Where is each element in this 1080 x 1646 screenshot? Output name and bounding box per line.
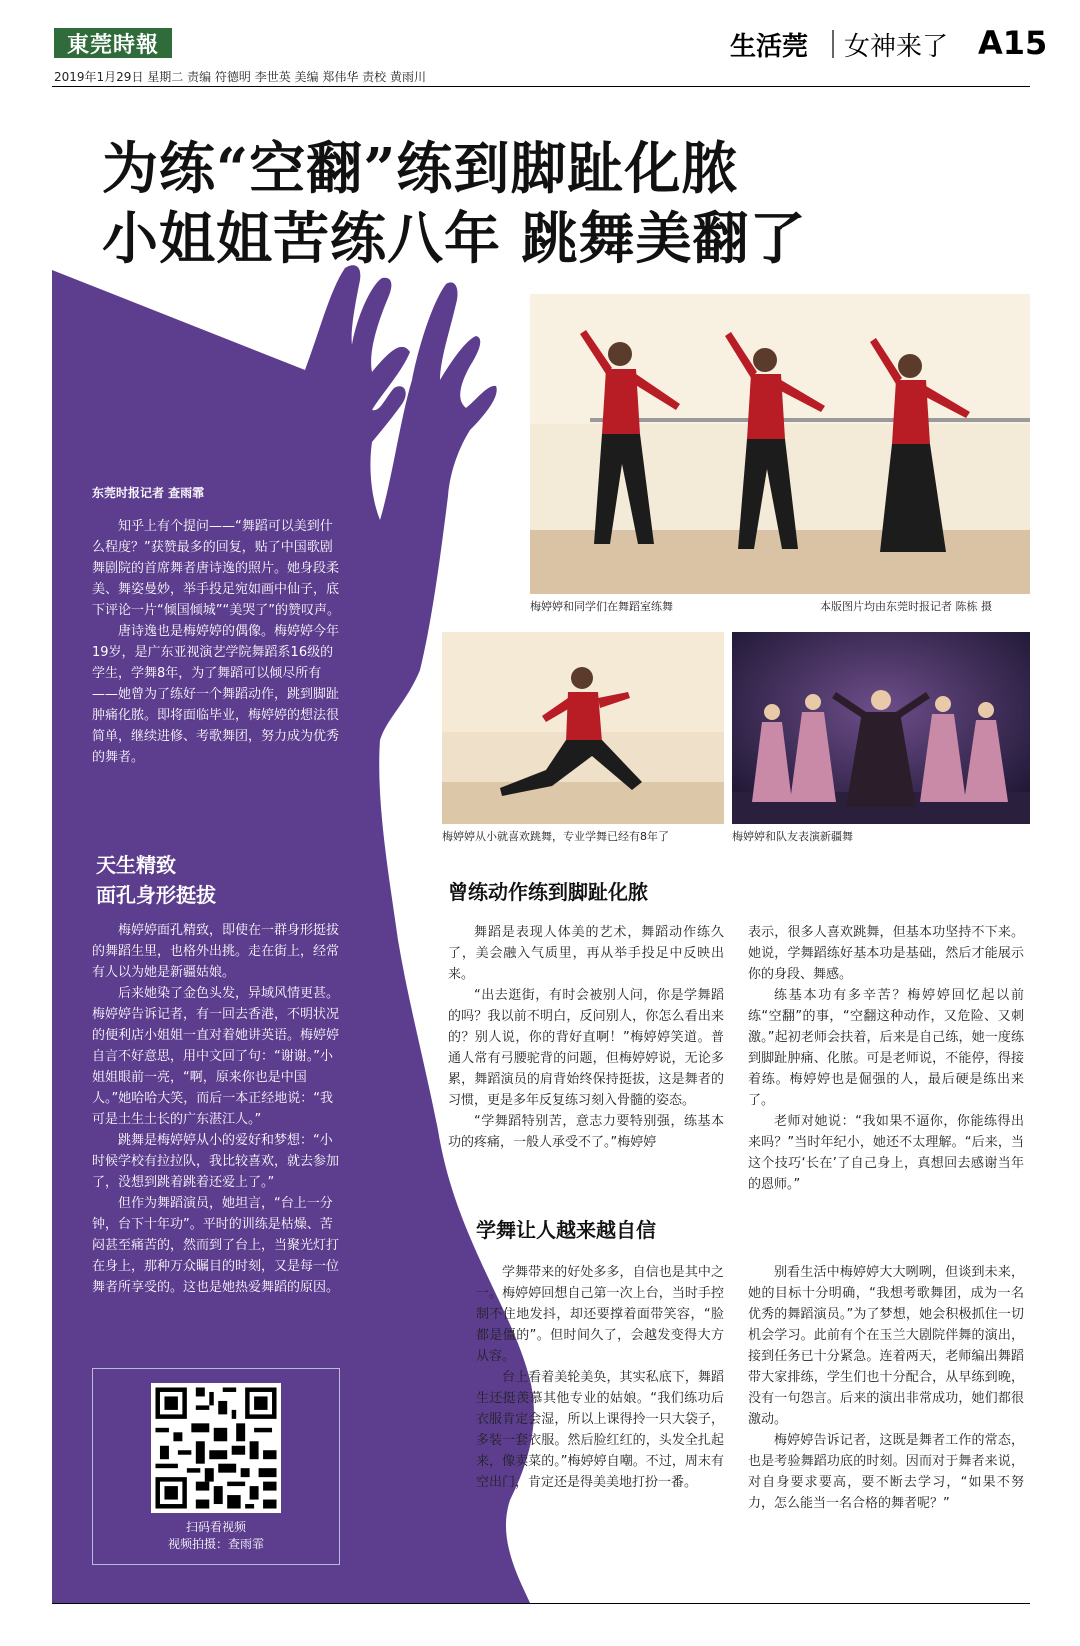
qr-caption-line-2: 视频拍摄：查雨霏 [167,1537,264,1551]
photo-dance-practice [530,294,1030,594]
photo-xinjiang-dance [732,632,1030,824]
section2-heading: 学舞让人越来越自信 [476,1218,656,1242]
solo-photo-caption: 梅婷婷从小就喜欢跳舞，专业学舞已经有8年了 [442,830,669,843]
dateline: 2019年1月29日 星期二 责编 符德明 李世英 美编 郑伟华 责校 黄雨川 [54,70,426,84]
intro-text [92,516,342,768]
page-number: A15 [978,24,1048,62]
intro-paragraph: 知乎上有个提问——“舞蹈可以美到什么程度？”获赞最多的回复，贴了中国歌剧舞剧院的首席舞者唐诗逸的照片。她身段柔美、舞姿曼妙，举手投足宛如画中仙子，底下评论一片“倾国倾城”“美哭了”的赞叹声。 [92,519,340,618]
xinjiang-dance-image [732,632,1030,824]
body-paragraph: 台上看着美轮美奂，其实私底下，舞蹈生还挺羡慕其他专业的姑娘。“我们练功后衣服肯定会湿，所以上课得拎一只大袋子，多装一套衣服。然后脸红红的，头发全扎起来，像卖菜的。”梅婷婷自嘲。不过，周末有空出门，肯定还是得美美地打扮一番。 [476,1370,724,1490]
qr-box [92,1368,340,1565]
body-paragraph: 梅婷婷告诉记者，这既是舞者工作的常态，也是考验舞蹈功底的时刻。因而对于舞者来说，对自身要求要高，要不断去学习，“如果不努力，怎么能当一名合格的舞者呢？” [748,1433,1024,1511]
body-paragraph: 舞蹈是表现人体美的艺术，舞蹈动作练久了，美会融入气质里，再从举手投足中反映出来。 [448,925,724,982]
bottom-rule [52,1603,1030,1604]
body-paragraph: “出去逛街，有时会被别人问，你是学舞蹈的吗？我以前不明白，反问别人，你怎么看出来的？别人说，你的背好直啊！”梅婷婷笑道。普通人常有弓腰驼背的问题，但梅婷婷说，无论多累，舞蹈演员的肩背始终保持挺拔，这是舞者的习惯，更是多年反复练习刻入骨髓的姿态。 [448,988,724,1108]
section1-column-2 [748,922,1024,1195]
newspaper-logo: 東莞時報 [54,28,172,58]
photo-credit: 本版图片均由东莞时报记者 陈栋 摄 [820,600,992,613]
headline-line-2: 小姐姐苦练八年 跳舞美翻了 [102,206,807,272]
qr-code-icon[interactable] [151,1383,281,1513]
top-rule [52,86,1030,87]
body-paragraph: 练基本功有多辛苦？梅婷婷回忆起以前练“空翻”的事，“空翻这种动作，又危险、又刺激。”起初老师会扶着，后来是自己练，她一度练到脚趾肿痛、化脓。可是老师说，不能停，得接着练。梅婷婷也是倔强的人，最后硬是练出来了。 [748,988,1024,1108]
body-paragraph: 跳舞是梅婷婷从小的爱好和梦想：“小时候学校有拉拉队，我比较喜欢，就去参加了，没想到跳着跳着还爱上了。” [92,1133,340,1190]
body-paragraph: 老师对她说：“我如果不逼你，你能练得出来吗？”当时年纪小，她还不太理解。“后来，当这个技巧‘长在’了自己身上，真想回去感谢当年的恩师。” [748,1114,1024,1192]
section-divider [832,30,834,58]
section2-column-2 [748,1262,1024,1514]
left-subheading-line-1: 天生精致 [96,853,176,877]
xinjiang-photo-caption: 梅婷婷和队友表演新疆舞 [732,830,853,843]
body-paragraph: 但作为舞蹈演员，她坦言，“台上一分钟，台下十年功”。平时的训练是枯燥、苦闷甚至痛苦的，然而到了台上，当聚光灯打在身上，那种万众瞩目的时刻，又是每一位舞者所享受的。这也是她热爱舞蹈的原因。 [92,1196,340,1295]
section1-heading: 曾练动作练到脚趾化脓 [448,880,648,904]
left-body-text [92,920,342,1298]
dance-practice-image [530,294,1030,594]
body-paragraph: 别看生活中梅婷婷大大咧咧，但谈到未来，她的目标十分明确，“我想考歌舞团，成为一名优秀的舞蹈演员。”为了梦想，她会积极抓住一切机会学习。此前有个在玉兰大剧院伴舞的演出，接到任务已十分紧急。连着两天，老师编出舞蹈带大家排练，学生们也十分配合，从早练到晚，没有一句怨言。后来的演出非常成功，她们都很激动。 [748,1265,1024,1427]
body-paragraph: 后来她染了金色头发，异域风情更甚。梅婷婷告诉记者，有一回去香港，不明状况的便利店小姐姐一直对着她讲英语。梅婷婷自言不好意思，用中文回了句：“谢谢。”小姐姐眼前一亮，“啊，原来你也是中国人。”她哈哈大笑，而后一本正经地说：“我可是土生土长的广东湛江人。” [92,986,340,1127]
headline [102,134,807,274]
section-subtitle: 女神来了 [844,32,949,62]
body-paragraph: 梅婷婷面孔精致，即使在一群身形挺拔的舞蹈生里，也格外出挑。走在街上，经常有人以为她是新疆姑娘。 [92,923,340,980]
left-subheading-line-2: 面孔身形挺拔 [96,883,216,907]
section1-column-1 [448,922,724,1153]
headline-line-1: 为练“空翻”练到脚趾化脓 [102,136,739,202]
photo-solo-dancer [442,632,724,824]
section-title: 生活莞 [730,32,809,62]
intro-paragraph: 唐诗逸也是梅婷婷的偶像。梅婷婷今年19岁，是广东亚视演艺学院舞蹈系16级的学生，学舞8年，为了舞蹈可以倾尽所有——她曾为了练好一个舞蹈动作，跳到脚趾肿痛化脓。即将面临毕业，梅婷婷的想法很简单，继续进修、考歌舞团，努力成为优秀的舞者。 [92,624,340,765]
body-paragraph: 表示，很多人喜欢跳舞，但基本功坚持不下来。她说，学舞蹈练好基本功是基础，然后才能展示你的身段、舞感。 [748,925,1024,982]
byline: 东莞时报记者 查雨霏 [92,486,205,500]
solo-dancer-image [442,632,724,824]
qr-caption [93,1519,339,1553]
body-paragraph: 学舞带来的好处多多，自信也是其中之一。梅婷婷回想自己第一次上台，当时手控制不住地发抖，却还要撑着面带笑容，“脸都是僵的”。但时间久了，会越发变得大方从容。 [476,1265,724,1364]
body-paragraph: “学舞蹈特别苦，意志力要特别强，练基本功的疼痛，一般人承受不了。”梅婷婷 [448,1114,724,1150]
main-photo-caption: 梅婷婷和同学们在舞蹈室练舞 [530,600,673,613]
left-subheading [96,850,216,910]
section2-column-1 [476,1262,724,1493]
qr-caption-line-1: 扫码看视频 [185,1520,246,1534]
